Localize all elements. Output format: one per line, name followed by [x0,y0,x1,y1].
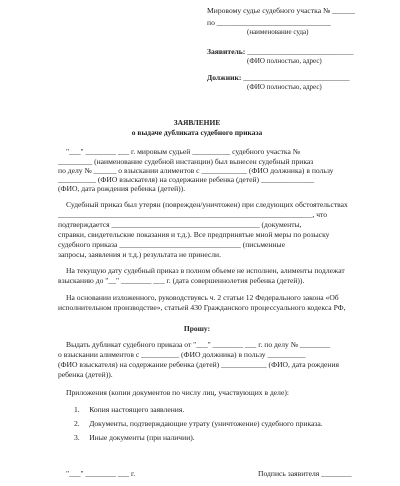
p2-line-6: запросы, заявления и т.д.) результата не принесли. [58,250,222,259]
p2-line-3: подтверждается _______________________________________ (документы, [58,220,302,229]
applicant-label: Заявитель: [207,47,248,56]
p1-line-4: __________ (ФИО взыскателя) на содержание ребенка (детей) ______________ [58,175,315,184]
court-number-line: по ______________________________ [207,18,331,27]
p4-line-1: На основании изложенного, руководствуясь ч. 2 статьи 12 Федерального закона «Об [66,293,339,302]
attachments-heading: Приложения (копии документов по числу лиц, участвующих в деле): [66,388,289,397]
p3-line-2: взысканию до "__" ________ ___ г. (дата совершеннолетия ребенка (детей)). [58,276,305,285]
p4-line-2: исполнительном производстве», статьей 430 Гражданского процессуального кодекса РФ, [58,303,346,312]
attachment-item-1: 1. Копия настоящего заявления. [74,405,185,414]
p1-line-3: по делу № ______ о взыскании алиментов с ____________ (ФИО должника) в пользу [58,166,334,175]
p1-line-5: (ФИО, дата рождения ребенка (детей)). [58,184,186,193]
debtor-label: Должник: [207,73,244,82]
p1-line-1: "___" ________ ___ г. мировым судьей __________ судебного участка № [66,147,301,156]
p3-line-1: На текущую дату судебный приказ в полном объеме не исполнен, алименты подлежат [66,266,345,275]
document-subtitle: о выдаче дубликата судебного приказа [131,128,263,137]
court-line: Мировому судье судебного участка № ______ [207,6,355,15]
p1-line-2: _________ (наименование судебной инстанции) был вынесен судебный приказ [58,157,314,166]
p2-line-2: ___________________________________________________________________, что [58,210,328,219]
request-heading: Прошу: [183,324,211,333]
request-line-4: ребенка (детей)). [58,370,113,379]
applicant-line: ____________________________ [247,47,354,56]
p2-line-5: судебного приказа ________________________________ (письменные [58,240,285,249]
applicant-row [207,47,354,56]
debtor-hint: (ФИО полностью, адрес) [247,83,322,91]
attachment-item-3: 3. Иные документы (при наличии). [74,433,195,442]
debtor-row [207,73,350,82]
request-line-3: (ФИО взыскателя) на содержание ребенка (детей) ____________ (ФИО, дата рождения [58,360,340,369]
p2-line-1: Судебный приказ был утерян (поврежден/уничтожен) при следующих обстоятельствах [66,200,348,209]
request-line-1: Выдать дубликат судебного приказа от "___" ________ ___ г. по делу № ________ [66,340,331,349]
applicant-hint: (ФИО полностью, адрес) [247,57,322,65]
document-date: "___" ________ ___ г. [66,469,136,478]
debtor-line: ____________________________ [243,73,350,82]
p2-line-4: справки, свидетельские показания и т.д.). Все предпринятые мной меры по розыску [58,230,330,239]
court-name-hint: (наименование суда) [247,28,309,36]
document-title: ЗАЯВЛЕНИЕ [173,118,221,127]
signature-line: Подпись заявителя ________ [258,469,352,478]
attachment-item-2: 2. Документы, подтверждающие утрату (уничтожение) судебного приказа. [74,419,323,428]
request-line-2: о взыскании алиментов с __________ (ФИО должника) в пользу __________ [58,350,306,359]
